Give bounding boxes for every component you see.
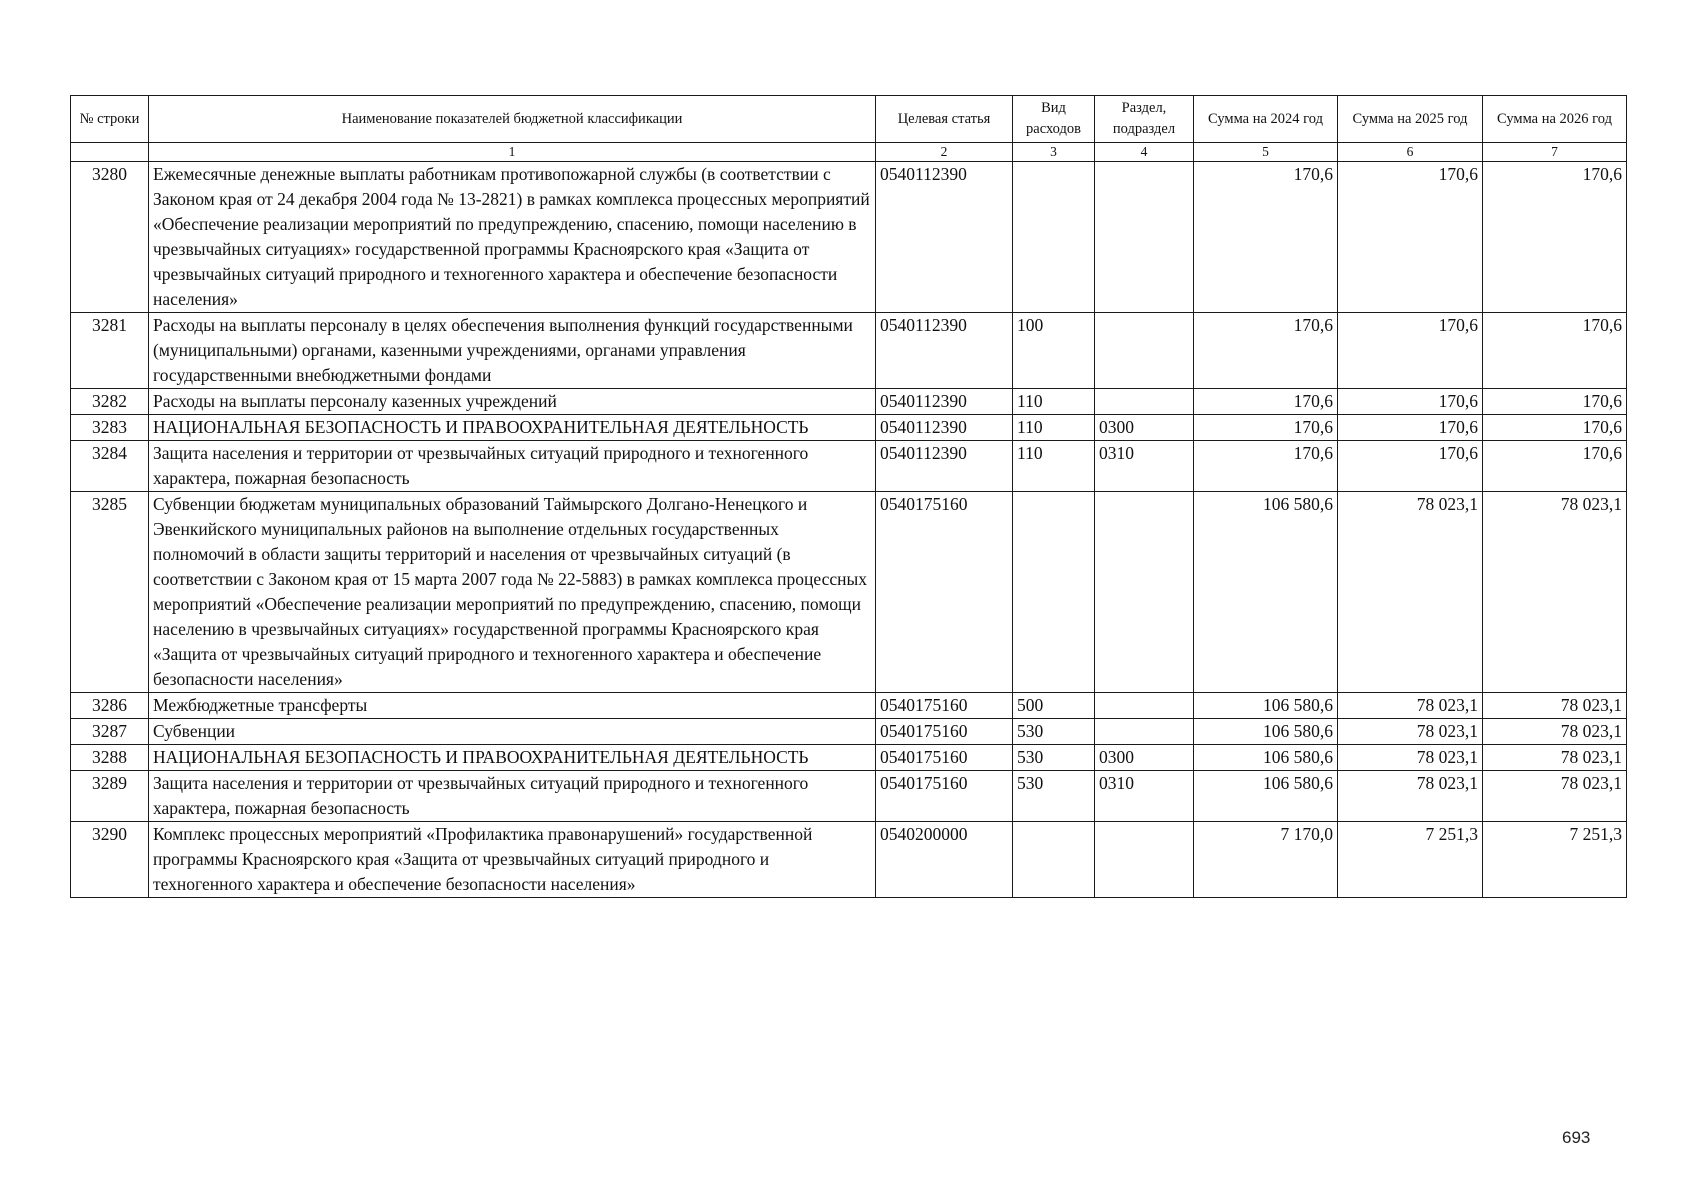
row-sum-2024: 170,6 (1194, 441, 1338, 492)
row-sum-2024: 106 580,6 (1194, 719, 1338, 745)
row-target-code: 0540175160 (876, 771, 1013, 822)
row-section: 0300 (1095, 415, 1194, 441)
page-number: 693 (1562, 1128, 1591, 1147)
row-expense-type: 110 (1013, 389, 1095, 415)
row-number: 3289 (71, 771, 149, 822)
row-expense-type (1013, 162, 1095, 313)
row-expense-type: 100 (1013, 313, 1095, 389)
row-sum-2026: 170,6 (1483, 389, 1627, 415)
header-row-no: № строки (71, 96, 149, 143)
row-sum-2026: 78 023,1 (1483, 492, 1627, 693)
table-row (71, 693, 1627, 719)
table-row (71, 492, 1627, 693)
table-row (71, 415, 1627, 441)
row-section (1095, 693, 1194, 719)
row-sum-2024: 170,6 (1194, 313, 1338, 389)
row-name: НАЦИОНАЛЬНАЯ БЕЗОПАСНОСТЬ И ПРАВООХРАНИТЕЛЬНАЯ ДЕЯТЕЛЬНОСТЬ (149, 415, 876, 441)
row-expense-type: 530 (1013, 771, 1095, 822)
row-number: 3290 (71, 822, 149, 898)
row-sum-2024: 106 580,6 (1194, 693, 1338, 719)
row-name: Защита населения и территории от чрезвычайных ситуаций природного и техногенного характера, пожарная безопасность (149, 771, 876, 822)
row-target-code: 0540200000 (876, 822, 1013, 898)
table-row (71, 771, 1627, 822)
row-sum-2025: 170,6 (1338, 389, 1483, 415)
row-target-code: 0540175160 (876, 719, 1013, 745)
row-number: 3286 (71, 693, 149, 719)
table-row (71, 313, 1627, 389)
row-name: Расходы на выплаты персоналу казенных учреждений (149, 389, 876, 415)
table-row (71, 389, 1627, 415)
row-sum-2026: 78 023,1 (1483, 693, 1627, 719)
row-section (1095, 492, 1194, 693)
column-number: 2 (876, 143, 1013, 162)
row-sum-2025: 78 023,1 (1338, 771, 1483, 822)
row-section: 0310 (1095, 771, 1194, 822)
row-section (1095, 162, 1194, 313)
row-sum-2026: 78 023,1 (1483, 745, 1627, 771)
header-sum-2025: Сумма на 2025 год (1338, 96, 1483, 143)
header-name: Наименование показателей бюджетной классификации (149, 96, 876, 143)
row-number: 3288 (71, 745, 149, 771)
row-name: Субвенции (149, 719, 876, 745)
row-number: 3283 (71, 415, 149, 441)
row-sum-2025: 7 251,3 (1338, 822, 1483, 898)
row-expense-type (1013, 492, 1095, 693)
row-section (1095, 719, 1194, 745)
column-number: 1 (149, 143, 876, 162)
row-sum-2024: 170,6 (1194, 162, 1338, 313)
row-sum-2026: 170,6 (1483, 415, 1627, 441)
table-row (71, 719, 1627, 745)
row-sum-2024: 170,6 (1194, 415, 1338, 441)
table-row (71, 822, 1627, 898)
row-expense-type: 530 (1013, 719, 1095, 745)
table-body (71, 162, 1627, 898)
row-name: Расходы на выплаты персоналу в целях обеспечения выполнения функций государственными (муниципальными) органами, казенными учреждениями, органами управления государственными внебюджетными фондами (149, 313, 876, 389)
budget-sheet (70, 95, 1626, 898)
row-sum-2025: 170,6 (1338, 415, 1483, 441)
row-name: Защита населения и территории от чрезвычайных ситуаций природного и техногенного характера, пожарная безопасность (149, 441, 876, 492)
row-expense-type: 500 (1013, 693, 1095, 719)
row-sum-2025: 78 023,1 (1338, 745, 1483, 771)
row-number: 3285 (71, 492, 149, 693)
row-sum-2025: 78 023,1 (1338, 719, 1483, 745)
row-expense-type: 110 (1013, 441, 1095, 492)
row-sum-2025: 170,6 (1338, 313, 1483, 389)
row-target-code: 0540175160 (876, 693, 1013, 719)
row-sum-2025: 170,6 (1338, 441, 1483, 492)
row-section (1095, 313, 1194, 389)
row-target-code: 0540112390 (876, 415, 1013, 441)
row-target-code: 0540175160 (876, 745, 1013, 771)
table-row (71, 162, 1627, 313)
row-name: Ежемесячные денежные выплаты работникам противопожарной службы (в соответствии с Законом края от 24 декабря 2004 года № 13-2821) в рамках комплекса процессных мероприятий «Обеспечение реализации мероприятий по предупреждению, спасению, помощи населению в чрезвычайных ситуациях» государственной программы Красноярского края «Защита от чрезвычайных ситуаций природного и техногенного характера и обеспечение безопасности населения» (149, 162, 876, 313)
row-name: Комплекс процессных мероприятий «Профилактика правонарушений» государственной программы Красноярского края «Защита от чрезвычайных ситуаций природного и техногенного характера и обеспечение безопасности населения» (149, 822, 876, 898)
row-sum-2026: 7 251,3 (1483, 822, 1627, 898)
table-row (71, 745, 1627, 771)
row-target-code: 0540175160 (876, 492, 1013, 693)
row-sum-2026: 78 023,1 (1483, 719, 1627, 745)
column-number: 5 (1194, 143, 1338, 162)
row-sum-2025: 170,6 (1338, 162, 1483, 313)
column-number: 4 (1095, 143, 1194, 162)
header-row (71, 96, 1627, 143)
row-sum-2025: 78 023,1 (1338, 492, 1483, 693)
column-number: 3 (1013, 143, 1095, 162)
row-number: 3281 (71, 313, 149, 389)
row-sum-2025: 78 023,1 (1338, 693, 1483, 719)
column-number: 7 (1483, 143, 1627, 162)
row-sum-2024: 106 580,6 (1194, 771, 1338, 822)
row-sum-2026: 170,6 (1483, 441, 1627, 492)
row-target-code: 0540112390 (876, 313, 1013, 389)
column-number: 6 (1338, 143, 1483, 162)
header-sum-2024: Сумма на 2024 год (1194, 96, 1338, 143)
row-number: 3280 (71, 162, 149, 313)
row-sum-2024: 106 580,6 (1194, 492, 1338, 693)
row-target-code: 0540112390 (876, 389, 1013, 415)
column-number (71, 143, 149, 162)
row-section (1095, 389, 1194, 415)
row-expense-type: 110 (1013, 415, 1095, 441)
row-sum-2024: 7 170,0 (1194, 822, 1338, 898)
row-sum-2024: 106 580,6 (1194, 745, 1338, 771)
column-numbers-row (71, 143, 1627, 162)
row-section: 0310 (1095, 441, 1194, 492)
row-name: Субвенции бюджетам муниципальных образований Таймырского Долгано-Ненецкого и Эвенкийского муниципальных районов на выполнение отдельных государственных полномочий в области защиты территорий и населения от чрезвычайных ситуаций (в соответствии с Законом края от 15 марта 2007 года № 22-5883) в рамках комплекса процессных мероприятий «Обеспечение реализации мероприятий по предупреждению, спасению, помощи населению в чрезвычайных ситуациях» государственной программы Красноярского края «Защита от чрезвычайных ситуаций природного и техногенного характера и обеспечение безопасности населения» (149, 492, 876, 693)
row-sum-2026: 170,6 (1483, 162, 1627, 313)
row-section: 0300 (1095, 745, 1194, 771)
row-expense-type (1013, 822, 1095, 898)
row-name: НАЦИОНАЛЬНАЯ БЕЗОПАСНОСТЬ И ПРАВООХРАНИТЕЛЬНАЯ ДЕЯТЕЛЬНОСТЬ (149, 745, 876, 771)
header-vid: Вид расходов (1013, 96, 1095, 143)
header-razdel: Раздел, подраздел (1095, 96, 1194, 143)
row-target-code: 0540112390 (876, 441, 1013, 492)
row-target-code: 0540112390 (876, 162, 1013, 313)
table-row (71, 441, 1627, 492)
row-number: 3284 (71, 441, 149, 492)
budget-table (70, 95, 1627, 898)
header-sum-2026: Сумма на 2026 год (1483, 96, 1627, 143)
row-section (1095, 822, 1194, 898)
row-sum-2024: 170,6 (1194, 389, 1338, 415)
row-number: 3287 (71, 719, 149, 745)
header-target: Целевая статья (876, 96, 1013, 143)
row-sum-2026: 170,6 (1483, 313, 1627, 389)
row-name: Межбюджетные трансферты (149, 693, 876, 719)
row-sum-2026: 78 023,1 (1483, 771, 1627, 822)
row-number: 3282 (71, 389, 149, 415)
row-expense-type: 530 (1013, 745, 1095, 771)
